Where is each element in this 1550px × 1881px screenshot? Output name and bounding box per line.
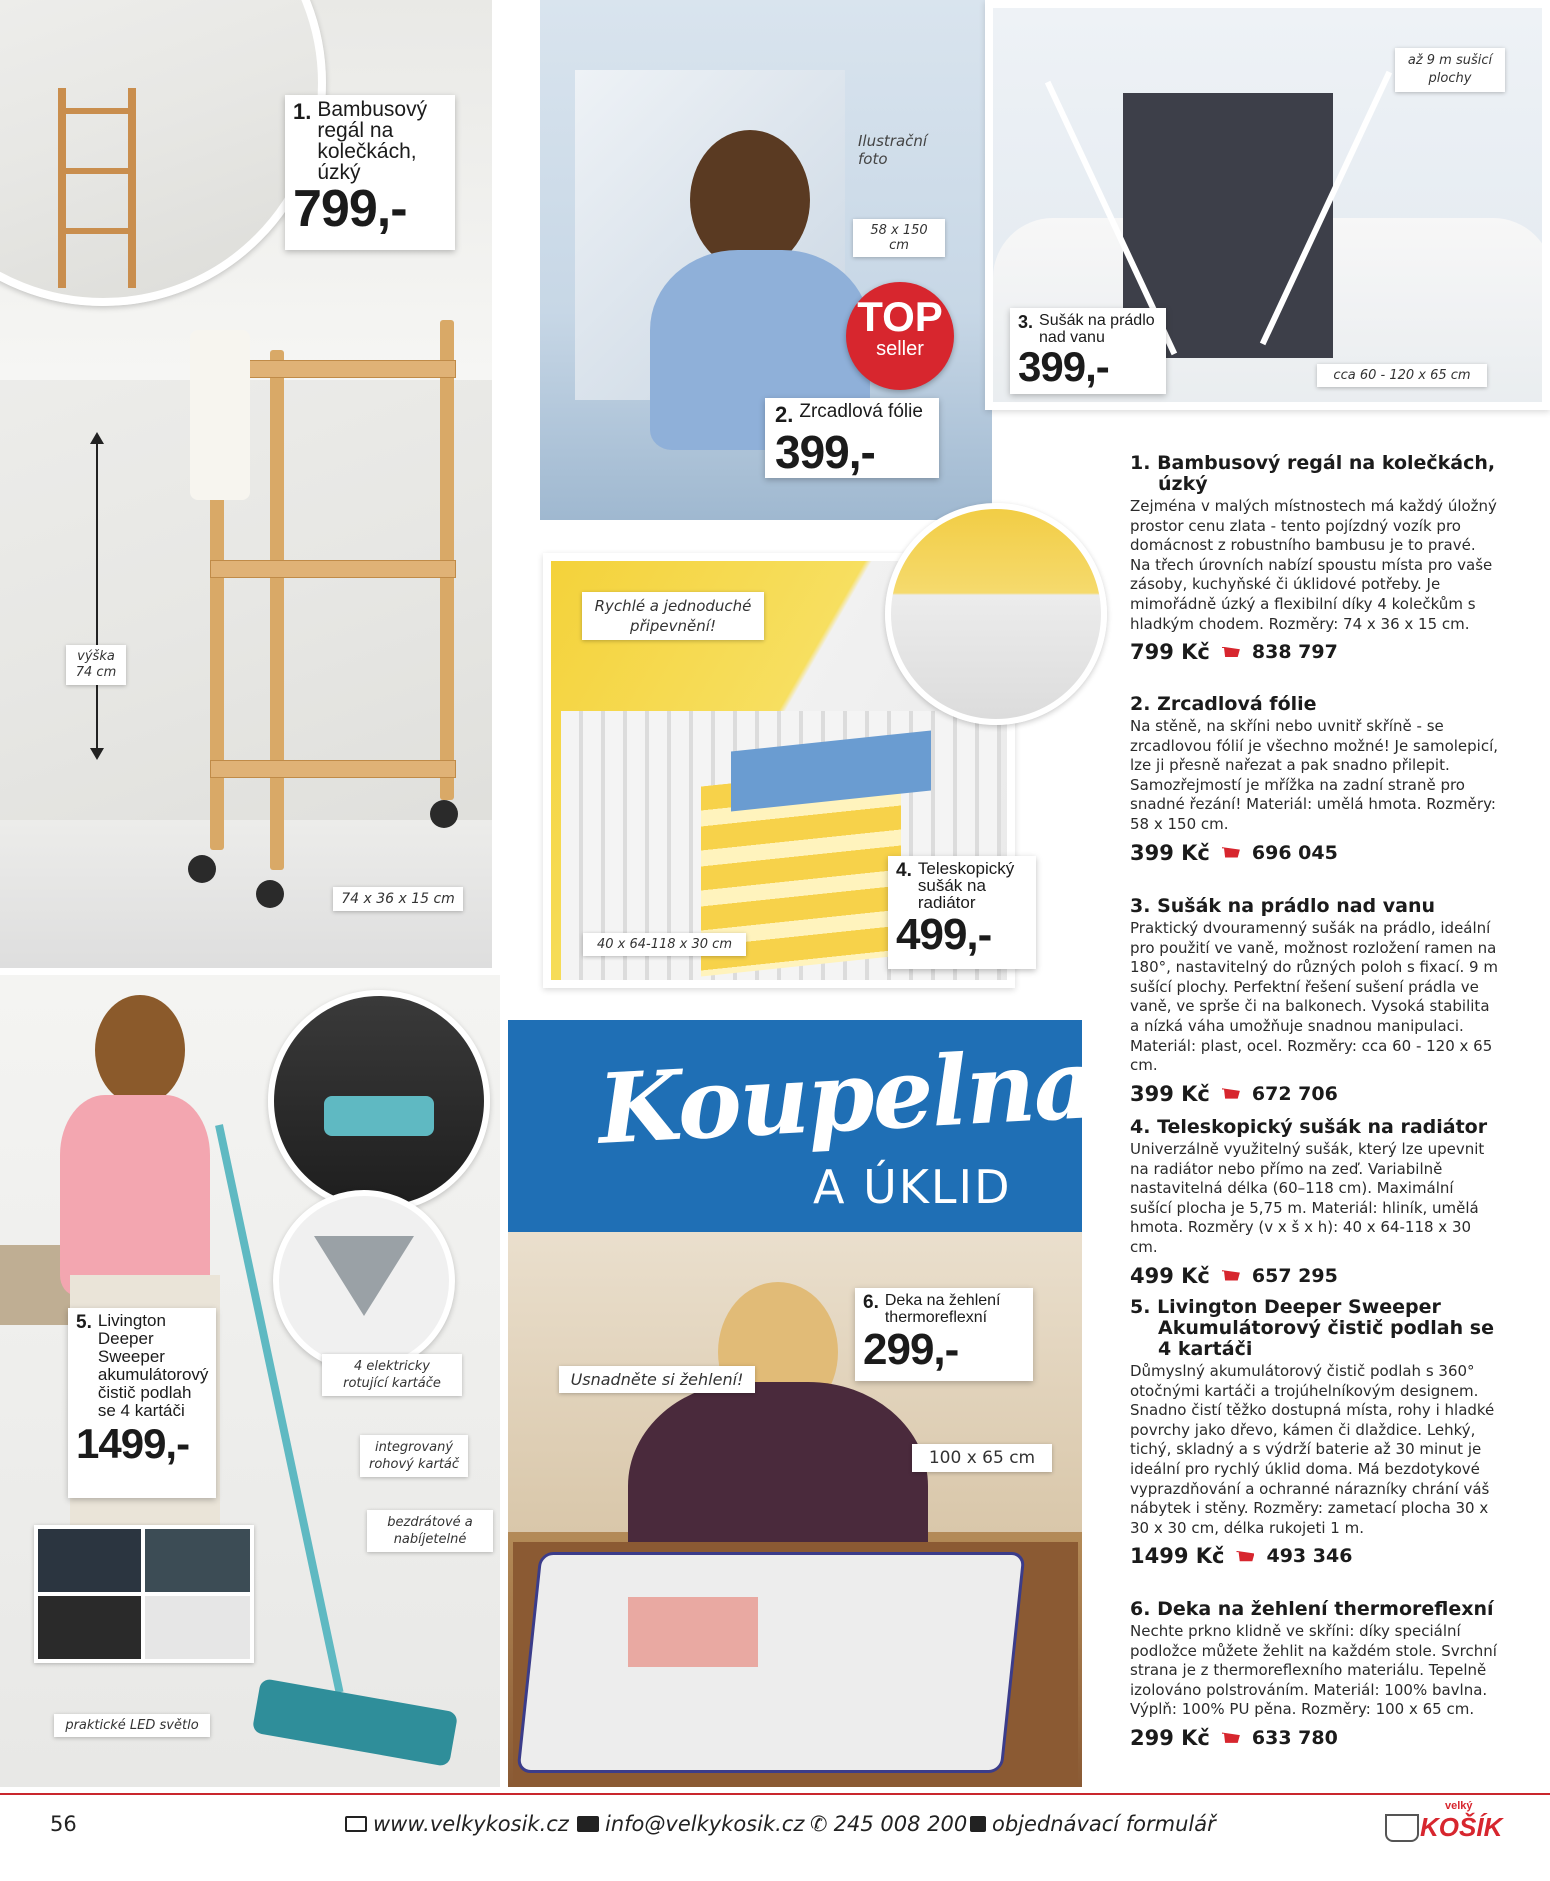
product-2-number: 2.: [775, 402, 794, 427]
product-2-order: [1130, 841, 1500, 865]
seller-label: seller: [876, 338, 924, 360]
monitor-icon: [345, 1816, 367, 1832]
phone-label: 245 008 200: [833, 1812, 968, 1836]
product-6-title: 6. Deka na žehlení thermoreflexní: [1130, 1598, 1494, 1620]
product-4-description: [1130, 1117, 1500, 1288]
dryer-dims-tag: cca 60 - 120 x 65 cm: [1317, 364, 1487, 387]
product-4-name: Teleskopický sušák na radiátor: [917, 859, 1015, 912]
product-1-text: Zejména v malých místnostech má každý úložný prostor cenu zlata - tento pojízdný vozík pro domácnost z robustního bambusu je to pravé. Na třech úrovních nabízí spoustu místa pro vaše zásoby, kuchyňské či úklidové potřeby. Je mimořádně úzký a flexibilní díky 4 kolečkům s hladkým chodem. Rozměry: 74 x 36 x 15 cm.: [1130, 497, 1497, 633]
banner-script: Koupelna: [595, 1027, 1097, 1166]
product-3-number: 3.: [1018, 312, 1034, 332]
product-2-description: [1130, 694, 1500, 865]
product-1-price-czk: 799 Kč: [1130, 640, 1210, 665]
footer-web-link[interactable]: [345, 1812, 569, 1836]
product-3-order: [1130, 1082, 1500, 1106]
product-4-order: [1130, 1264, 1500, 1288]
sweeper-detail-circle-2: [273, 1190, 455, 1372]
product-2-text: Na stěně, na skříni nebo uvnitř skříně - se zrcadlovou fólií je všechno možné! Je samolepicí, lze ji přesně nařezat a pak snadno přilepit. Samozřejmostí je mřížka na zadní straně pro snadné řezání! Materiál: umělá hmota. Rozměry: 58 x 150 cm.: [1130, 717, 1499, 833]
product-3-title: 3. Sušák na prádlo nad vanu: [1130, 895, 1436, 917]
product-6-text: Nechte prkno klidně ve skříni: díky speciální podložce můžete žehlit na každém stole. Svrchní strana je z thermoreflexního materiálu. Tepelně izolováno polstrováním. Materiál: 100% bavlna. Výplň: 100% PU pěna. Rozměry: 100 x 65 cm.: [1130, 1622, 1497, 1719]
product-1-description: [1130, 453, 1500, 664]
rad-dims-tag: 40 x 64-118 x 30 cm: [583, 933, 746, 956]
product-5-order: [1130, 1544, 1500, 1568]
velky-kosik-logo: [1385, 1800, 1505, 1850]
product-4-title: 4. Teleskopický sušák na radiátor: [1130, 1116, 1488, 1138]
product-4-price: 499,-: [896, 910, 992, 959]
iron-dims-tag: 100 x 65 cm: [912, 1444, 1052, 1472]
cart-icon: [1222, 847, 1240, 860]
form-label: objednávací formulář: [992, 1812, 1216, 1836]
phone-icon: ✆: [810, 1812, 828, 1836]
drying-area-tag: až 9 m sušicí plochy: [1395, 48, 1505, 92]
product-3-name: Sušák na prádlo nad vanu: [1039, 312, 1155, 346]
product-5-title: 5. Livington Deeper Sweeper Akumulátorový čistič podlah se 4 kartáči: [1130, 1296, 1494, 1360]
product-1-price: 799,-: [293, 180, 407, 238]
footer-mail-link[interactable]: [577, 1812, 804, 1836]
footer-divider: [0, 1793, 1550, 1795]
logo-big: KOŠÍK: [1420, 1812, 1503, 1842]
shelf-dims-tag: 74 x 36 x 15 cm: [333, 887, 463, 911]
product-5-box: [68, 1308, 216, 1498]
product-2-code: 696 045: [1251, 841, 1338, 864]
footer-phone-link[interactable]: [810, 1812, 967, 1836]
product-3-code: 672 706: [1251, 1082, 1338, 1105]
product-5-price-czk: 1499 Kč: [1130, 1544, 1225, 1569]
product-5-price: 1499,-: [76, 1420, 190, 1467]
height-tag: výška 74 cm: [66, 645, 126, 685]
envelope-icon: [577, 1816, 599, 1832]
product-3-box: [1010, 308, 1166, 394]
sweeper-thumbnails: [34, 1525, 254, 1663]
cart-icon: [1222, 1270, 1240, 1283]
product-3-price: 399,-: [1018, 343, 1109, 390]
arrow-up-icon: [90, 432, 104, 444]
product-1-name: Bambusový regál na kolečkách, úzký: [317, 98, 428, 184]
led-tag: praktické LED světlo: [54, 1714, 210, 1737]
footer-form-link[interactable]: [970, 1812, 1216, 1836]
logo-small: velký: [1445, 1800, 1473, 1812]
product-6-code: 633 780: [1251, 1726, 1338, 1749]
product-1-title: 1. Bambusový regál na kolečkách, úzký: [1130, 452, 1496, 495]
product-2-price-czk: 399 Kč: [1130, 840, 1210, 865]
product-6-box: [855, 1288, 1033, 1381]
form-icon: [970, 1816, 986, 1832]
product-6-price: 299,-: [863, 1325, 959, 1374]
product-5-text: Důmyslný akumulátorový čistič podlah s 360° otočnými kartáči a trojúhelníkovým designem. Snadno čistí těžko dostupná místa, rohy i hladké povrchy jako dřevo, kámen či dlaždice. Lehký, tichý, skladný a s výdrží baterie až 30 minut je ideální pro rychlý úklid doma. Má bezdotykové vyprazdňování a ochranné nárazníky chrání váš nábytek i stěny. Rozměry: zametací plocha 30 x 30 x 30 cm, délka rukojeti 1 m.: [1130, 1362, 1495, 1537]
cordless-tag: bezdrátové a nabíjetelné: [367, 1510, 493, 1552]
product-5-number: 5.: [76, 1312, 92, 1333]
product-2-box: [765, 398, 939, 478]
top-seller-badge: [846, 282, 954, 390]
brushes-tag: 4 elektricky rotující kartáče: [322, 1354, 462, 1396]
product-5-description: [1130, 1297, 1500, 1568]
product-2-title: 2. Zrcadlová fólie: [1130, 693, 1317, 715]
product-1-code: 838 797: [1251, 641, 1338, 664]
product-6-name: Deka na žehlení thermoreflexní: [884, 1292, 1001, 1326]
product-4-code: 657 295: [1251, 1264, 1338, 1287]
illustration-tag: Ilustrační foto: [858, 132, 928, 168]
top-label: TOP: [857, 293, 943, 340]
quick-mount-tag: Rychlé a jednoduché připevnění!: [582, 592, 764, 640]
product-1-number: 1.: [293, 99, 312, 124]
mirror-dims-tag: 58 x 150 cm: [853, 219, 945, 257]
cart-icon: [1222, 647, 1240, 660]
cart-icon: [1236, 1551, 1254, 1564]
sweeper-detail-circle-1: [268, 990, 490, 1212]
basket-icon: [1385, 1814, 1419, 1842]
product-4-number: 4.: [896, 860, 912, 881]
product-2-name: Zrcadlová fólie: [799, 401, 923, 422]
product-6-number: 6.: [863, 1292, 879, 1313]
page-number: 56: [50, 1812, 77, 1836]
iron-tip-tag: Usnadněte si žehlení!: [559, 1366, 755, 1393]
product-5-name: Livington Deeper Sweeper akumulátorový čistič podlah se 4 kartáči: [97, 1311, 209, 1420]
product-6-description: [1130, 1599, 1500, 1750]
product-2-price: 399,-: [775, 426, 875, 478]
product-3-price-czk: 399 Kč: [1130, 1081, 1210, 1106]
product-6-order: [1130, 1726, 1500, 1750]
radiator-detail-circle: [885, 503, 1107, 725]
product-4-price-czk: 499 Kč: [1130, 1263, 1210, 1288]
arrow-down-icon: [90, 748, 104, 760]
cart-icon: [1222, 1088, 1240, 1101]
product-1-box: [285, 95, 455, 250]
corner-tag: integrovaný rohový kartáč: [360, 1435, 468, 1477]
product-4-text: Univerzálně využitelný sušák, který lze upevnit na radiátor nebo přímo na zeď. Variabilně nastavitelná délka (60–118 cm). Maximální sušící plocha je 5,75 m. Materiál: hliník, umělá hmota. Rozměry (v x š x h): 40 x 64-118 x 30 cm.: [1130, 1140, 1485, 1256]
cart-icon: [1222, 1732, 1240, 1745]
product-6-price-czk: 299 Kč: [1130, 1725, 1210, 1750]
product-4-box: [888, 856, 1036, 969]
section-banner: [508, 1020, 1097, 1232]
product-5-code: 493 346: [1266, 1545, 1353, 1568]
product-1-order: [1130, 640, 1500, 664]
banner-sub: A ÚKLID: [813, 1160, 1012, 1214]
web-label: www.velkykosik.cz: [373, 1812, 569, 1836]
height-arrow: [96, 440, 98, 755]
product-3-text: Praktický dvouramenný sušák na prádlo, ideální pro použití ve vaně, možnost rozložení ramen na 180°, nastavitelný do různých poloh s fixací. 9 m sušící plochy. Perfektní řešení sušení prádla ve vaně, ve sprše či na balkonech. Vysoká stabilita a nízká váha umožňuje snadnou manipulaci. Materiál: plast, ocel. Rozměry: cca 60 - 120 x 65 cm.: [1130, 919, 1498, 1075]
product-3-description: [1130, 896, 1500, 1106]
mail-label: info@velkykosik.cz: [605, 1812, 805, 1836]
